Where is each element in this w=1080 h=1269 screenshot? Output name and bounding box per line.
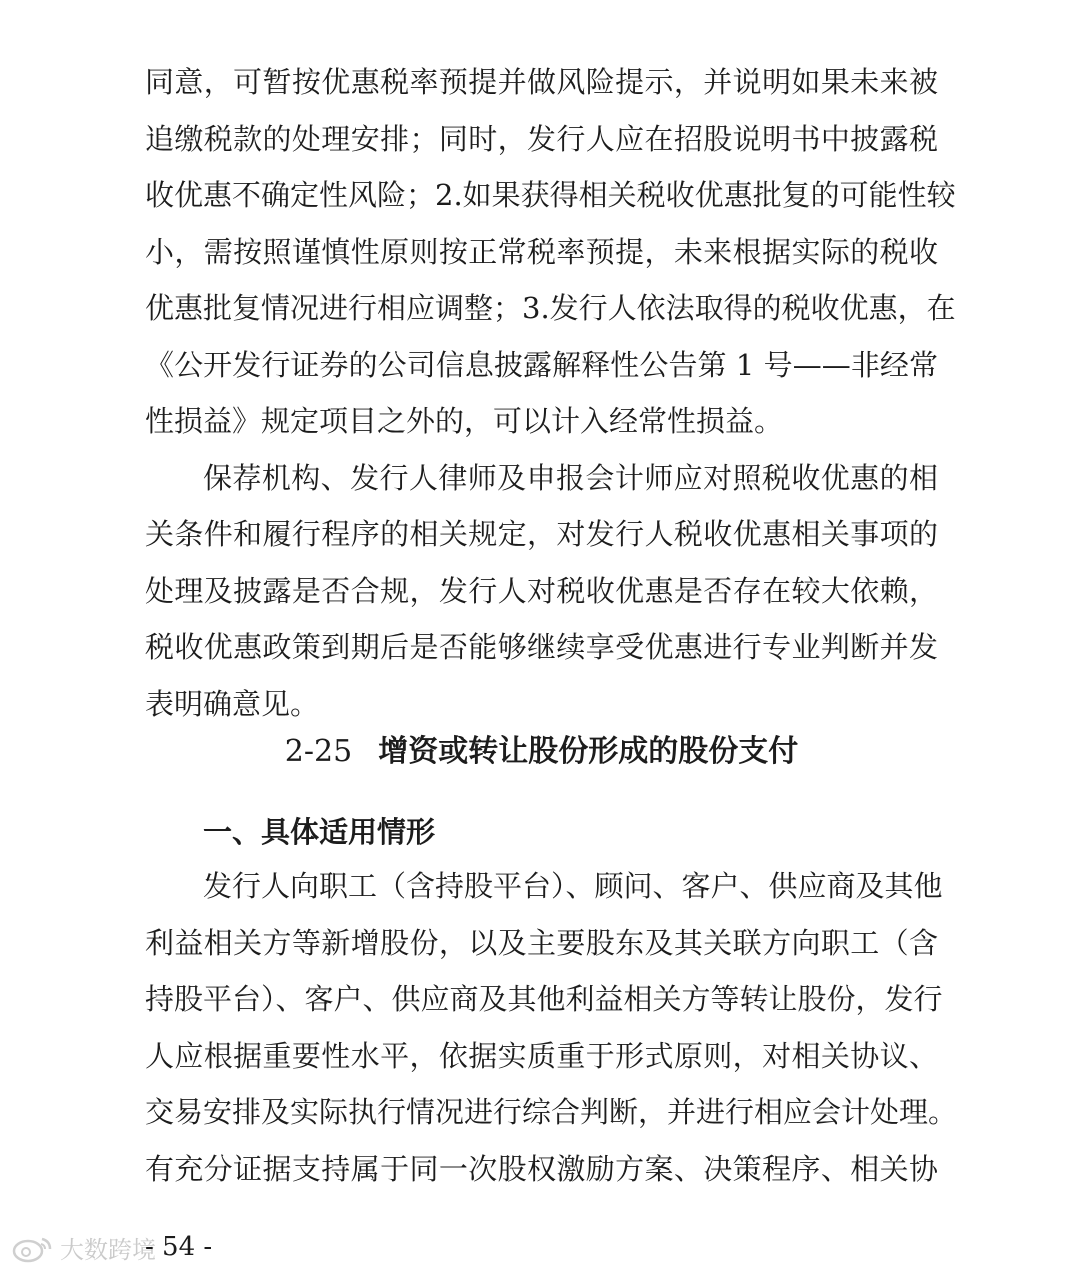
text-line: 税收优惠政策到期后是否能够继续享受优惠进行专业判断并发 (145, 630, 938, 664)
section-number: 2-25 (284, 734, 353, 769)
text-line: 同意，可暂按优惠税率预提并做风险提示，并说明如果未来被 (145, 65, 938, 99)
paragraph-block-1 (145, 54, 956, 732)
page-number: - 54 - (145, 1232, 213, 1262)
text-line: 利益相关方等新增股份，以及主要股东及其关联方向职工（含 (145, 925, 938, 960)
paragraph-block-3 (145, 858, 958, 1197)
watermark (10, 1230, 156, 1265)
text-line: 关条件和履行程序的相关规定，对发行人税收优惠相关事项的 (145, 517, 938, 551)
text-line: 表明确意见。 (145, 686, 320, 721)
weibo-logo-icon (10, 1233, 56, 1263)
section-title-text: 增资或转让股份形成的股份支付 (378, 734, 799, 769)
text-line: 人应根据重要性水平，依据实质重于形式原则，对相关协议、 (145, 1038, 938, 1073)
text-line: 持股平台）、客户、供应商及其他利益相关方等转让股份，发行 (145, 982, 943, 1016)
text-line: 优惠批复情况进行相应调整；3.发行人依法取得的税收优惠，在 (145, 291, 956, 325)
text-line: 《公开发行证券的公司信息披露解释性公告第 1 号——非经常 (145, 347, 938, 382)
text-line: 追缴税款的处理安排；同时，发行人应在招股说明书中披露税 (145, 121, 938, 156)
text-line: 有充分证据支持属于同一次股权激励方案、决策程序、相关协 (145, 1151, 938, 1186)
text-line: 性损益》规定项目之外的，可以计入经常性损益。 (145, 404, 784, 438)
watermark-text: 大数跨境 (60, 1236, 156, 1264)
text-line: 收优惠不确定性风险；2.如果获得相关税收优惠批复的可能性较 (145, 178, 956, 212)
sub-heading: 一、具体适用情形 (203, 815, 436, 849)
text-line: 交易安排及实际执行情况进行综合判断，并进行相应会计处理。 (145, 1095, 958, 1129)
text-line: 处理及披露是否合规，发行人对税收优惠是否存在较大依赖， (145, 573, 938, 608)
text-line: 发行人向职工（含持股平台）、顾问、客户、供应商及其他 (203, 869, 943, 903)
text-line: 保荐机构、发行人律师及申报会计师应对照税收优惠的相 (203, 460, 938, 495)
text-line: 小，需按照谨慎性原则按正常税率预提，未来根据实际的税收 (145, 234, 938, 269)
section-title (145, 722, 938, 782)
